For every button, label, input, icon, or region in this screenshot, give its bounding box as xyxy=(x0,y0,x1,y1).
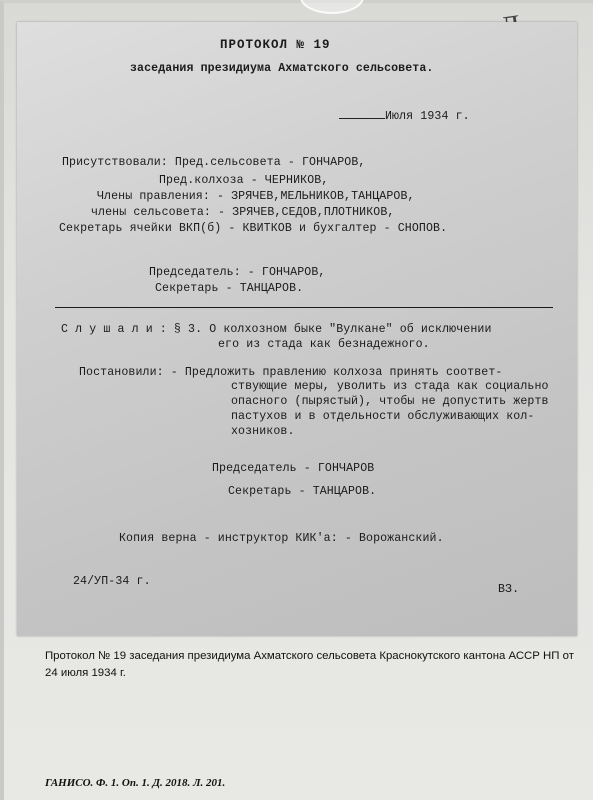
present-line: члены сельсовета: - ЗРЯЧЕВ,СЕДОВ,ПЛОТНИКОВ, xyxy=(91,206,395,219)
divider-line xyxy=(55,307,553,308)
heard-line: его из стада как безнадежного. xyxy=(218,338,430,351)
document-footer-date: 24/УП-34 г. xyxy=(73,575,151,588)
archive-reference: ГАНИСО. Ф. 1. Оп. 1. Д. 2018. Л. 201. xyxy=(45,777,226,789)
signature-chairman-top: Председатель: - ГОНЧАРОВ, xyxy=(149,266,326,279)
date-blank xyxy=(339,108,385,119)
resolved-line: ствующие меры, уволить из стада как социально xyxy=(231,380,549,393)
signature-secretary-bottom: Секретарь - ТАНЦАРОВ. xyxy=(228,485,377,498)
signature-secretary-top: Секретарь - ТАНЦАРОВ. xyxy=(155,282,304,295)
document-title: ПРОТОКОЛ № 19 xyxy=(220,38,331,52)
resolved-line: пастухов и в отдельности обслуживающих кол- xyxy=(231,410,535,423)
document-footer-mark: ВЗ. xyxy=(498,583,520,596)
present-line: Присутствовали: Пред.сельсовета - ГОНЧАРОВ, xyxy=(62,156,366,169)
document-subtitle: заседания президиума Ахматского сельсовета. xyxy=(130,62,434,75)
glass-glare xyxy=(300,0,364,14)
heard-line: С л у ш а л и : § 3. О колхозном быке "Вулкане" об исключении xyxy=(61,323,492,336)
signature-chairman-bottom: Председатель - ГОНЧАРОВ xyxy=(212,462,375,475)
resolved-line: хозников. xyxy=(231,425,295,438)
present-line: Члены правления: - ЗРЯЧЕВ,МЕЛЬНИКОВ,ТАНЦАРОВ, xyxy=(97,190,415,203)
present-line: Секретарь ячейки ВКП(б) - КВИТКОВ и бухгалтер - СНОПОВ. xyxy=(59,222,448,235)
present-line: Пред.колхоза - ЧЕРНИКОВ, xyxy=(159,174,329,187)
typed-document xyxy=(17,22,577,636)
date-text: Июля 1934 г. xyxy=(385,110,470,123)
resolved-line: опасного (пырястый), чтобы не допустить жертв xyxy=(231,395,549,408)
copy-certification: Копия верна - инструктор КИК'а: - Ворожанский. xyxy=(119,532,444,545)
resolved-line: Постановили: - Предложить правлению колхоза принять соответ- xyxy=(79,366,503,379)
document-date-line xyxy=(339,108,470,123)
exhibit-caption: Протокол № 19 заседания президиума Ахматского сельсовета Краснокутского кантона АССР НП от 24 июля 1934 г. xyxy=(45,650,574,679)
